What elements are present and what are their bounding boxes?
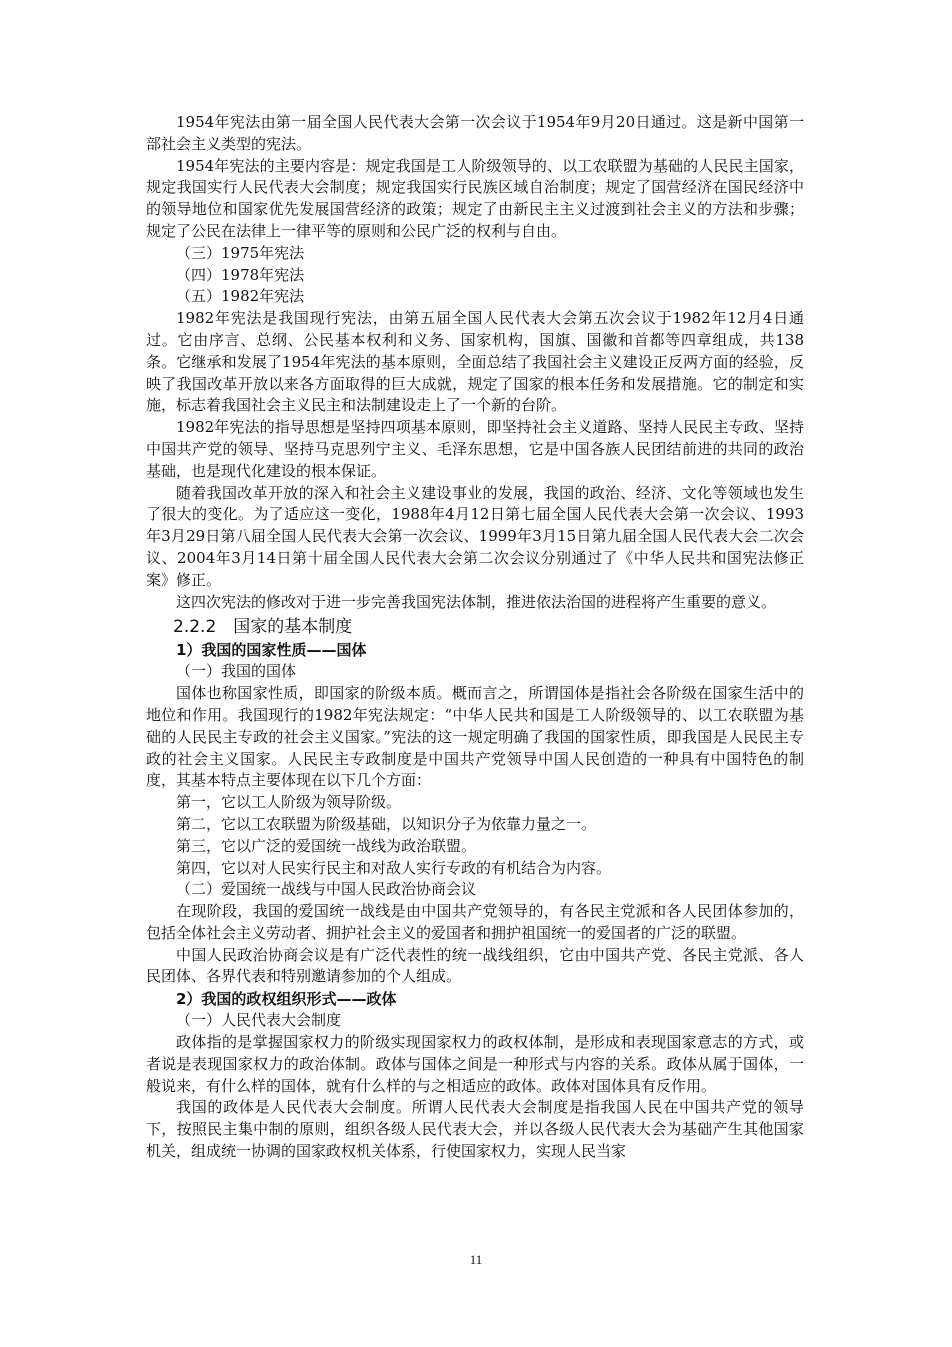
section-title: 2.2.2 国家的基本制度	[173, 617, 353, 638]
section-subtitle: 1）我国的国家性质——国体	[176, 641, 367, 660]
paragraph: 国体也称国家性质，即国家的阶级本质。概而言之，所谓国体是指社会各阶级在国家生活中的地位和作用。我国现行的1982年宪法规定：“中华人民共和国是工人阶级领导的、以工农联盟为基础的人民民主专政的社会主义国家。”宪法的这一规定明确了我国的国家性质，即我国是人民民主专政的社会主义国家。人民民主专政制度是中国共产党领导中国人民创造的一种具有中国特色的制度，其基本特点主要体现在以下几个方面：	[146, 684, 804, 790]
paragraph: 在现阶段，我国的爱国统一战线是由中国共产党领导的，有各民主党派和各人民团体参加的，包括全体社会主义劳动者、拥护社会主义的爱国者和拥护祖国统一的爱国者的广泛的联盟。	[146, 902, 804, 942]
subheading: （五）1982年宪法	[176, 287, 305, 306]
paragraph: 1982年宪法是我国现行宪法，由第五届全国人民代表大会第五次会议于1982年12月4日通过。它由序言、总纲、公民基本权利和义务、国家机构，国旗、国徽和首都等四章组成，共138条。它继承和发展了1954年宪法的基本原则，全面总结了我国社会主义建设正反两方面的经验，反映了我国改革开放以来各方面取得的巨大成就，规定了国家的根本任务和发展措施。它的制定和实施，标志着我国社会主义民主和法制建设走上了一个新的台阶。	[146, 309, 804, 415]
section-subtitle: 2）我国的政权组织形式——政体	[176, 990, 397, 1009]
subheading: （一）人民代表大会制度	[176, 1011, 342, 1030]
paragraph: 政体指的是掌握国家权力的阶级实现国家权力的政权体制，是形成和表现国家意志的方式，或者说是表现国家权力的政治体制。政体与国体之间是一种形式与内容的关系。政体从属于国体，一般说来，有什么样的国体，就有什么样的与之相适应的政体。政体对国体具有反作用。	[146, 1033, 804, 1095]
subheading: （四）1978年宪法	[176, 265, 305, 284]
paragraph: 这四次宪法的修改对于进一步完善我国宪法体制，推进依法治国的进程将产生重要的意义。	[176, 592, 777, 611]
document-page	[146, 112, 804, 1163]
list-item: 第三，它以广泛的爱国统一战线为政治联盟。	[176, 836, 477, 855]
list-item: 第四，它以对人民实行民主和对敌人实行专政的有机结合为内容。	[176, 858, 612, 877]
subheading: （三）1975年宪法	[176, 243, 305, 262]
paragraph: 中国人民政治协商会议是有广泛代表性的统一战线组织，它由中国共产党、各民主党派、各人民团体、各界代表和特别邀请参加的个人组成。	[146, 945, 804, 986]
paragraph: 随着我国改革开放的深入和社会主义建设事业的发展，我国的政治、经济、文化等领域也发生了很大的变化。为了适应这一变化，1988年4月12日第七届全国人民代表大会第一次会议、1993年3月29日第八届全国人民代表大会第一次会议、1999年3月15日第九届全国人民代表大会二次会议、2004年3月14日第十届全国人民代表大会第二次会议分别通过了《中华人民共和国宪法修正案》修正。	[146, 483, 804, 589]
paragraph: 我国的政体是人民代表大会制度。所谓人民代表大会制度是指我国人民在中国共产党的领导下，按照民主集中制的原则，组织各级人民代表大会，并以各级人民代表大会为基础产生其他国家机关，组成统一协调的国家政权机关体系，行使国家权力，实现人民当家	[146, 1098, 804, 1161]
subheading: （一）我国的国体	[176, 662, 297, 681]
paragraph: 1982年宪法的指导思想是坚持四项基本原则，即坚持社会主义道路、坚持人民民主专政、坚持中国共产党的领导、坚持马克思列宁主义、毛泽东思想，它是中国各族人民团结前进的共同的政治基础，也是现代化建设的根本保证。	[146, 418, 804, 480]
list-item: 第二，它以工农联盟为阶级基础，以知识分子为依靠力量之一。	[176, 814, 597, 833]
paragraph: 1954年宪法由第一届全国人民代表大会第一次会议于1954年9月20日通过。这是新中国第一部社会主义类型的宪法。	[146, 113, 804, 153]
page-number: 11	[469, 1252, 483, 1267]
subheading: （二）爱国统一战线与中国人民政治协商会议	[176, 880, 477, 899]
paragraph: 1954年宪法的主要内容是：规定我国是工人阶级领导的、以工农联盟为基础的人民民主国家，规定我国实行人民代表大会制度；规定我国实行民族区域自治制度；规定了国营经济在国民经济中的领导地位和国家优先发展国营经济的政策；规定了由新民主主义过渡到社会主义的方法和步骤；规定了公民在法律上一律平等的原则和公民广泛的权利与自由。	[146, 156, 804, 240]
list-item: 第一，它以工人阶级为领导阶级。	[176, 793, 402, 812]
